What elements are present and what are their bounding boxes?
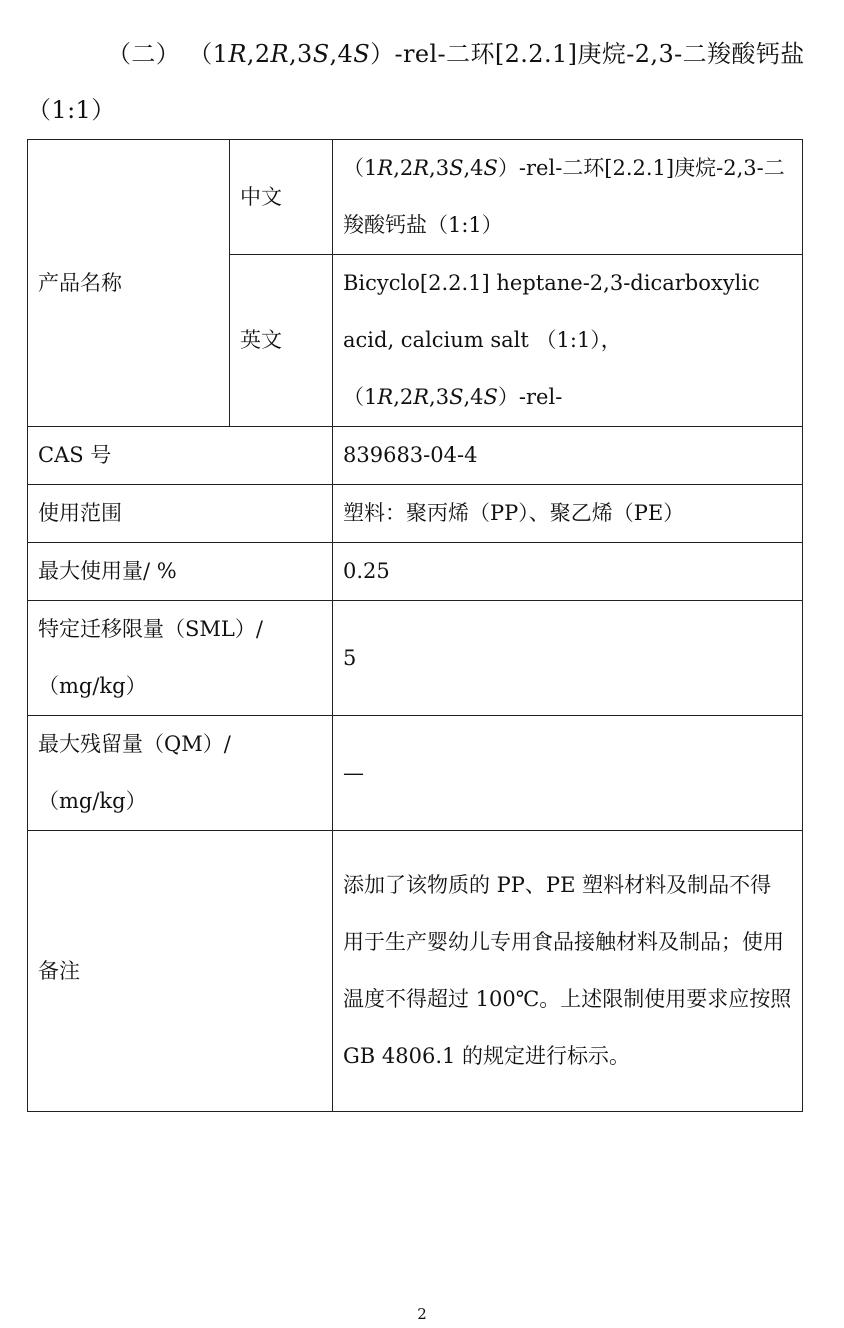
chinese-name-label: 中文 bbox=[230, 140, 333, 255]
english-name-value: Bicyclo[2.2.1] heptane-2,3-dicarboxylic acid, calcium salt （1:1），（1R,2R,3S,4S）-rel- bbox=[333, 255, 803, 427]
sml-label: 特定迁移限量（SML）/（mg/kg） bbox=[28, 601, 333, 716]
table-row bbox=[28, 601, 803, 716]
sml-value: 5 bbox=[333, 601, 803, 716]
remarks-value: 添加了该物质的 PP、PE 塑料材料及制品不得用于生产婴幼儿专用食品接触材料及制品；使用温度不得超过 100℃。上述限制使用要求应按照 GB 4806.1 的规定进行标示。 bbox=[333, 831, 803, 1112]
english-name-label: 英文 bbox=[230, 255, 333, 427]
section-heading-text: （1R,2R,3S,4S）-rel-二环[2.2.1]庚烷-2,3-二羧酸钙盐（1:1） bbox=[27, 40, 805, 124]
cas-label: CAS 号 bbox=[28, 427, 333, 485]
qm-label: 最大残留量（QM）/（mg/kg） bbox=[28, 716, 333, 831]
chinese-name-value: （1R,2R,3S,4S）-rel-二环[2.2.1]庚烷-2,3-二羧酸钙盐（1:1） bbox=[333, 140, 803, 255]
cas-value: 839683-04-4 bbox=[333, 427, 803, 485]
max-use-value: 0.25 bbox=[333, 543, 803, 601]
product-name-label: 产品名称 bbox=[28, 140, 230, 427]
table-row bbox=[28, 543, 803, 601]
remarks-label: 备注 bbox=[28, 831, 333, 1112]
table-row bbox=[28, 831, 803, 1112]
qm-value: — bbox=[333, 716, 803, 831]
section-heading-prefix: （二） bbox=[107, 40, 181, 68]
scope-label: 使用范围 bbox=[28, 485, 333, 543]
max-use-label: 最大使用量/ % bbox=[28, 543, 333, 601]
table-row bbox=[28, 427, 803, 485]
specification-table bbox=[27, 139, 803, 1112]
scope-value: 塑料：聚丙烯（PP）、聚乙烯（PE） bbox=[333, 485, 803, 543]
table-row bbox=[28, 485, 803, 543]
page-number: 2 bbox=[417, 1305, 427, 1323]
table-row bbox=[28, 140, 803, 255]
table-row bbox=[28, 716, 803, 831]
section-heading bbox=[27, 26, 817, 138]
